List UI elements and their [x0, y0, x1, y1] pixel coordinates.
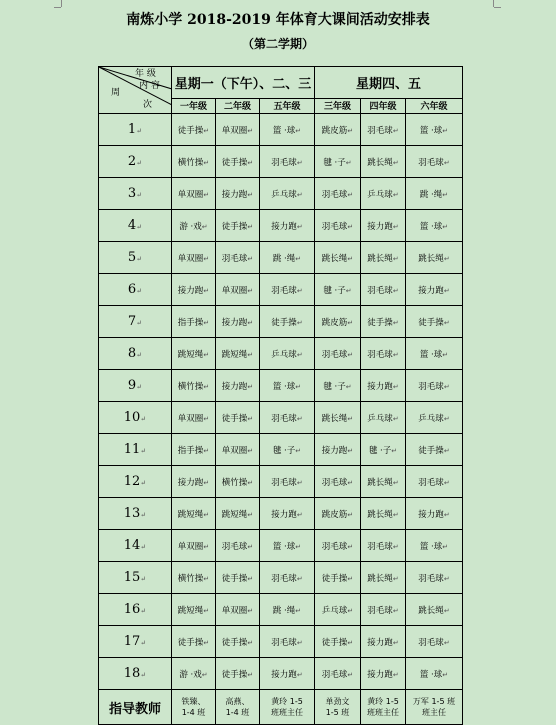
schedule-table — [98, 66, 463, 725]
activity-cell: 羽毛球↵ — [216, 242, 260, 274]
week-number-cell: 8↵ — [99, 338, 172, 370]
week-number-cell: 17↵ — [99, 626, 172, 658]
crop-mark — [61, 0, 70, 7]
week-number-cell: 5↵ — [99, 242, 172, 274]
week-number-cell: 12↵ — [99, 466, 172, 498]
activity-cell: 接力跑↵ — [260, 498, 315, 530]
table-row — [99, 370, 463, 402]
week-number-cell: 7↵ — [99, 306, 172, 338]
activity-cell: 跳长绳↵ — [361, 562, 406, 594]
document-title: 南炼小学 2018-2019 年体育大课间活动安排表 — [126, 12, 430, 28]
activity-cell: 毽 ·子↵ — [315, 274, 361, 306]
table-row — [99, 146, 463, 178]
activity-cell: 跳长绳↵ — [361, 242, 406, 274]
table-row — [99, 498, 463, 530]
activity-cell: 羽毛球↵ — [315, 658, 361, 690]
activity-cell: 徒手操↵ — [406, 306, 463, 338]
activity-cell: 徒手操↵ — [216, 146, 260, 178]
activity-cell: 接力跑↵ — [172, 466, 216, 498]
activity-cell: 徒手操↵ — [216, 402, 260, 434]
activity-cell: 跳 ·绳↵ — [260, 594, 315, 626]
activity-cell: 跳长绳↵ — [361, 146, 406, 178]
corner-times-label: 次 — [143, 100, 153, 110]
activity-cell: 单双圈↵ — [216, 274, 260, 306]
activity-cell: 接力跑↵ — [406, 274, 463, 306]
activity-cell: 羽毛球↵ — [315, 210, 361, 242]
activity-cell: 乒乓球↵ — [315, 594, 361, 626]
teacher-cell: 黄玲 1-5 班班主任 — [361, 690, 406, 725]
activity-cell: 羽毛球↵ — [260, 466, 315, 498]
activity-cell: 跳 ·绳↵ — [406, 178, 463, 210]
grade-header: 三年级 — [315, 98, 361, 113]
activity-cell: 徒手操↵ — [216, 626, 260, 658]
document-subtitle: （第二学期） — [241, 37, 314, 51]
activity-cell: 接力跑↵ — [260, 658, 315, 690]
activity-cell: 单双圈↵ — [216, 594, 260, 626]
activity-cell: 指手操↵ — [172, 306, 216, 338]
activity-cell: 羽毛球↵ — [315, 338, 361, 370]
teacher-cell: 万军 1-5 班 班主任 — [406, 690, 463, 725]
table-row — [99, 402, 463, 434]
activity-cell: 横竹操↵ — [172, 146, 216, 178]
activity-cell: 单双圈↵ — [172, 402, 216, 434]
activity-cell: 跳短绳↵ — [172, 594, 216, 626]
activity-cell: 徒手操↵ — [315, 562, 361, 594]
activity-cell: 接力跑↵ — [361, 658, 406, 690]
corner-content-label: 内 容 — [139, 81, 160, 91]
week-number-cell: 11↵ — [99, 434, 172, 466]
group-header-mon-wed: 星期一（下午）、二、三 — [172, 67, 315, 99]
teacher-cell: 黄玲 1-5 班班主任 — [260, 690, 315, 725]
activity-cell: 单双圈↵ — [172, 242, 216, 274]
activity-cell: 篮 ·球↵ — [260, 114, 315, 146]
activity-cell: 接力跑↵ — [216, 178, 260, 210]
activity-cell: 羽毛球↵ — [260, 146, 315, 178]
week-number-cell: 9↵ — [99, 370, 172, 402]
crop-mark — [485, 0, 494, 7]
table-row — [99, 242, 463, 274]
teacher-header: 指导教师 — [99, 690, 172, 725]
table-row — [99, 466, 463, 498]
week-number-cell: 18↵ — [99, 658, 172, 690]
activity-cell: 篮 ·球↵ — [260, 530, 315, 562]
activity-cell: 篮 ·球↵ — [260, 370, 315, 402]
table-row — [99, 210, 463, 242]
table-row — [99, 530, 463, 562]
table-row — [99, 178, 463, 210]
week-number-cell: 2↵ — [99, 146, 172, 178]
activity-cell: 跳短绳↵ — [216, 498, 260, 530]
activity-cell: 羽毛球↵ — [260, 274, 315, 306]
week-number-cell: 15↵ — [99, 562, 172, 594]
activity-cell: 乒乓球↵ — [361, 402, 406, 434]
week-number-cell: 16↵ — [99, 594, 172, 626]
activity-cell: 羽毛球↵ — [260, 402, 315, 434]
activity-cell: 毽 ·子↵ — [315, 370, 361, 402]
crop-mark — [494, 7, 501, 8]
activity-cell: 篮 ·球↵ — [406, 530, 463, 562]
activity-cell: 羽毛球↵ — [406, 146, 463, 178]
activity-cell: 羽毛球↵ — [406, 562, 463, 594]
activity-cell: 乒乓球↵ — [260, 338, 315, 370]
activity-cell: 游 ·戏↵ — [172, 210, 216, 242]
activity-cell: 单双圈↵ — [172, 178, 216, 210]
activity-cell: 徒手操↵ — [406, 434, 463, 466]
teacher-cell: 高燕、 1-4 班 — [216, 690, 260, 725]
week-number-cell: 13↵ — [99, 498, 172, 530]
activity-cell: 接力跑↵ — [216, 306, 260, 338]
activity-cell: 毽 ·子↵ — [260, 434, 315, 466]
activity-cell: 徒手操↵ — [260, 306, 315, 338]
week-number-cell: 1↵ — [99, 114, 172, 146]
activity-cell: 接力跑↵ — [361, 210, 406, 242]
activity-cell: 接力跑↵ — [361, 626, 406, 658]
activity-cell: 跳 ·绳↵ — [260, 242, 315, 274]
activity-cell: 乒乓球↵ — [260, 178, 315, 210]
activity-cell: 单双圈↵ — [172, 530, 216, 562]
week-number-cell: 6↵ — [99, 274, 172, 306]
grade-header: 二年级 — [216, 98, 260, 113]
activity-cell: 跳长绳↵ — [406, 242, 463, 274]
activity-cell: 跳长绳↵ — [361, 498, 406, 530]
teacher-cell: 铁臻、 1-4 班 — [172, 690, 216, 725]
table-row — [99, 626, 463, 658]
activity-cell: 篮 ·球↵ — [406, 210, 463, 242]
activity-cell: 徒手操↵ — [172, 114, 216, 146]
teacher-cell: 单劲文 1-5 班 — [315, 690, 361, 725]
activity-cell: 跳长绳↵ — [315, 242, 361, 274]
group-header-thu-fri: 星期四、五 — [315, 67, 463, 99]
activity-cell: 羽毛球↵ — [406, 626, 463, 658]
schedule-body — [99, 114, 463, 690]
corner-grade-label: 年 级 — [135, 69, 156, 79]
activity-cell: 游 ·戏↵ — [172, 658, 216, 690]
activity-cell: 跳短绳↵ — [172, 338, 216, 370]
activity-cell: 单双圈↵ — [216, 434, 260, 466]
grade-header: 四年级 — [361, 98, 406, 113]
activity-cell: 羽毛球↵ — [361, 274, 406, 306]
activity-cell: 接力跑↵ — [406, 498, 463, 530]
corner-header-cell — [99, 67, 172, 114]
activity-cell: 乒乓球↵ — [361, 178, 406, 210]
activity-cell: 接力跑↵ — [361, 370, 406, 402]
table-row — [99, 306, 463, 338]
activity-cell: 羽毛球↵ — [315, 466, 361, 498]
grade-header: 一年级 — [172, 98, 216, 113]
activity-cell: 跳短绳↵ — [172, 498, 216, 530]
activity-cell: 接力跑↵ — [260, 210, 315, 242]
table-row — [99, 114, 463, 146]
activity-cell: 徒手操↵ — [216, 562, 260, 594]
activity-cell: 羽毛球↵ — [361, 338, 406, 370]
activity-cell: 接力跑↵ — [172, 274, 216, 306]
activity-cell: 羽毛球↵ — [406, 466, 463, 498]
activity-cell: 徒手操↵ — [361, 306, 406, 338]
activity-cell: 跳长绳↵ — [315, 402, 361, 434]
activity-cell: 羽毛球↵ — [361, 594, 406, 626]
activity-cell: 接力跑↵ — [315, 434, 361, 466]
activity-cell: 跳皮筋↵ — [315, 498, 361, 530]
week-number-cell: 3↵ — [99, 178, 172, 210]
activity-cell: 跳长绳↵ — [406, 594, 463, 626]
activity-cell: 横竹操↵ — [216, 466, 260, 498]
table-row — [99, 434, 463, 466]
activity-cell: 篮 ·球↵ — [406, 338, 463, 370]
activity-cell: 跳短绳↵ — [216, 338, 260, 370]
activity-cell: 羽毛球↵ — [260, 626, 315, 658]
activity-cell: 徒手操↵ — [216, 210, 260, 242]
week-number-cell: 14↵ — [99, 530, 172, 562]
table-row — [99, 562, 463, 594]
activity-cell: 横竹操↵ — [172, 562, 216, 594]
activity-cell: 指手操↵ — [172, 434, 216, 466]
corner-week-label: 周 — [111, 88, 121, 98]
activity-cell: 横竹操↵ — [172, 370, 216, 402]
activity-cell: 毽 ·子↵ — [315, 146, 361, 178]
crop-mark — [54, 7, 61, 8]
table-row — [99, 338, 463, 370]
activity-cell: 单双圈↵ — [216, 114, 260, 146]
activity-cell: 羽毛球↵ — [315, 178, 361, 210]
activity-cell: 毽 ·子↵ — [361, 434, 406, 466]
grade-header: 六年级 — [406, 98, 463, 113]
table-row — [99, 274, 463, 306]
activity-cell: 羽毛球↵ — [406, 370, 463, 402]
activity-cell: 跳皮筋↵ — [315, 114, 361, 146]
activity-cell: 羽毛球↵ — [361, 114, 406, 146]
table-row — [99, 594, 463, 626]
activity-cell: 羽毛球↵ — [361, 530, 406, 562]
activity-cell: 接力跑↵ — [216, 370, 260, 402]
activity-cell: 徒手操↵ — [315, 626, 361, 658]
activity-cell: 篮 ·球↵ — [406, 114, 463, 146]
activity-cell: 跳皮筋↵ — [315, 306, 361, 338]
table-row — [99, 658, 463, 690]
activity-cell: 乒乓球↵ — [406, 402, 463, 434]
activity-cell: 羽毛球↵ — [216, 530, 260, 562]
activity-cell: 徒手操↵ — [216, 658, 260, 690]
grade-header: 五年级 — [260, 98, 315, 113]
activity-cell: 羽毛球↵ — [315, 530, 361, 562]
week-number-cell: 10↵ — [99, 402, 172, 434]
week-number-cell: 4↵ — [99, 210, 172, 242]
activity-cell: 徒手操↵ — [172, 626, 216, 658]
activity-cell: 羽毛球↵ — [260, 562, 315, 594]
activity-cell: 篮 ·球↵ — [406, 658, 463, 690]
activity-cell: 跳长绳↵ — [361, 466, 406, 498]
